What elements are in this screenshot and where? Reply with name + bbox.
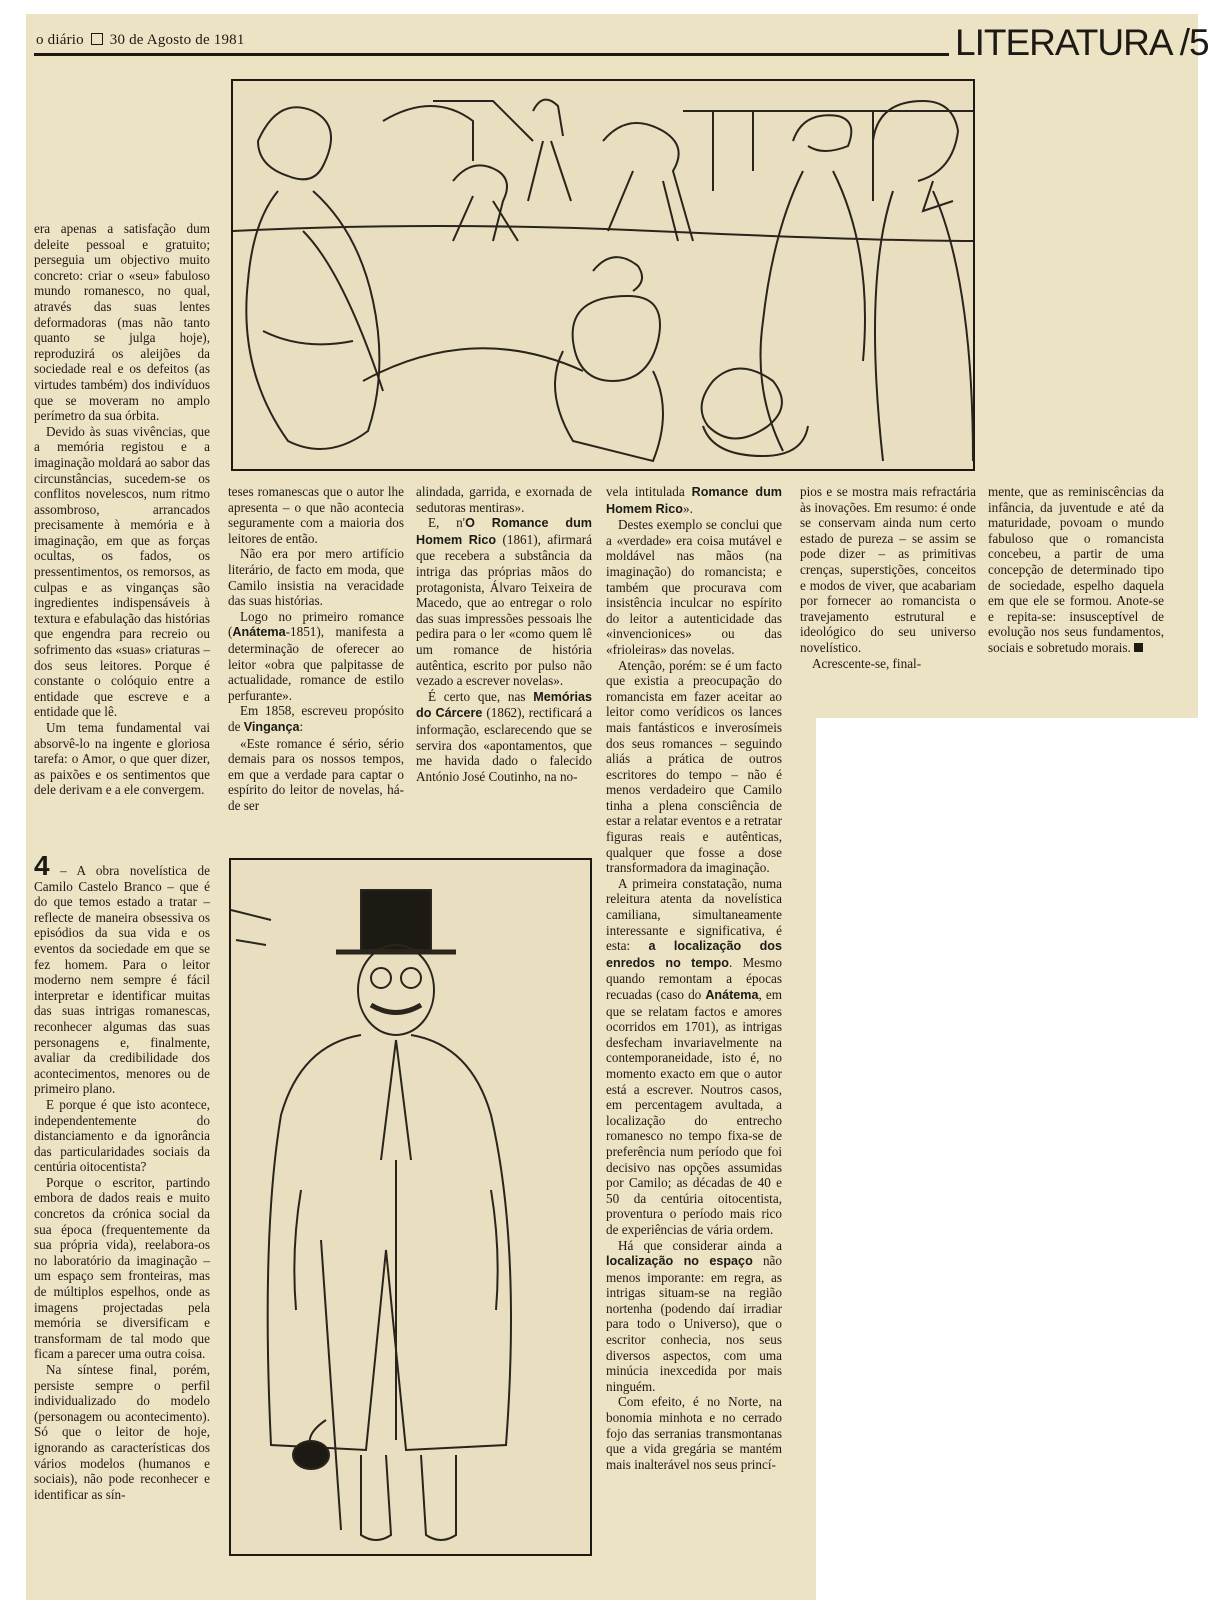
- paragraph: Na síntese final, porém, persiste sempre o perfil individualizado do modelo (personagem ou acontecimento). Só que o leitor de hoje, ignorando as características dos vários modelos (humanos e sociais), não pode reconhecer e identificar as sín-: [34, 1362, 210, 1502]
- column-4: [606, 484, 782, 1472]
- book-title: Anátema: [232, 625, 286, 640]
- paragraph: [228, 703, 404, 735]
- book-title: Anátema: [705, 988, 759, 1002]
- paragraph: «Este romance é sério, sério demais para os nossos tempos, em que a verdade para captar o espírito do leitor de novelas, há-de ser: [228, 735, 404, 813]
- emphasis: a localização dos enredos no tempo: [606, 939, 783, 970]
- book-title: Memórias do Cárcere: [416, 689, 592, 721]
- top-illustration: [231, 79, 975, 471]
- text: , em que se relatam factos e amores ocorridos em 1701), as intrigas desfecham invariavelmente na contemporaneidade, isto é, no momento exacto em que o autor está a escrever. Noutros casos, em percentagem avultada, a localização do entrecho romanesco no tempo fixa-se de preferência num período que foi decisivo nas opções assumidas por Camilo; as décadas de 40 e 50 da centúria oitocentista, proventura o período mais rico de experiências de vária ordem.: [606, 987, 782, 1237]
- text: Há que considerar ainda a: [618, 1237, 782, 1253]
- paragraph: [988, 484, 1164, 656]
- page-number: /5: [1179, 22, 1209, 63]
- end-of-article-icon: [1134, 643, 1143, 652]
- text: E, n': [428, 515, 466, 531]
- text: (1861), afirmará que recebera a substância da intriga das próprias mãos do protagonista, Álvaro Teixeira de Macedo, que ao entregar o rolo das suas impressões pessoais lhe pedira para o ler «como quem lê um romance de história autêntica, escrito por pulso não vezado a escrever novelas».: [416, 531, 592, 689]
- text: :: [299, 718, 304, 734]
- column-5: [800, 484, 976, 671]
- column-left-top: [34, 221, 210, 798]
- paragraph: Atenção, porém: se é um facto que existia a preocupação do romancista em fazer aceitar ao leitor como verídicos os lances mais fantásticos e inverosímeis dos seus romances – seguindo aliás a prática de outros escritores do tempo – não é menos verdadeiro que Camilo tinha a plena consciência de estar a relatar eventos e a retratar figuras reais e autênticas, qualquer que fosse a dose transformadora da imaginação.: [606, 657, 782, 876]
- text: . Mesmo quando remontam a épocas recuadas (caso do: [606, 954, 783, 1002]
- paragraph: teses romanescas que o autor lhe apresenta – o que não acontecia seguramente com a maioria dos leitores de então.: [228, 484, 404, 546]
- column-3: [416, 484, 592, 784]
- paragraph-text: – A obra novelística de Camilo Castelo Branco – que é do que temos estado a tratar – reflecte de maneira obsessiva os episódios da sua vida e os eventos da sociedade em que se fez homem. Para o leitor moderno nem sempre é fácil interpretar e identificar muitas das suas intrigas romanescas, reconhecer algumas das suas personagens e, finalmente, avaliar da credibilidade dos acontecimentos, menores ou de primeiro plano.: [34, 863, 210, 1097]
- paragraph: Não era por mero artifício literário, de facto em moda, que Camilo insistia na veracidade das suas histórias.: [228, 546, 404, 609]
- text: mente, que as reminiscências da infância, da juventude e até da maturidade, povoam o mundo fabuloso que o romancista concebeu, a partir de uma concepção de determinado tipo de sociedade, espelho daquela em que ele se formou. Anote-se e repita-se: insusceptível de evolução nos seus fundamentos, sociais e sobretudo morais.: [988, 484, 1164, 655]
- paragraph: [606, 1238, 782, 1395]
- text: não menos imporante: em regra, as intrigas situam-se na região nortenha (podendo daí irradiar para todo o Universo), que o escritor conhecia, nos seus diversos aspectos, com uma minúcia inexcedida por mais ninguém.: [606, 1253, 782, 1394]
- camilo-portrait-drawing: [231, 860, 590, 1554]
- book-title: O Romance dum Homem Rico: [416, 516, 592, 547]
- paragraph: Devido às suas vivências, que a memória registou e a imaginação moldará ao sabor das circunstâncias, sucedem-se os conflitos novelescos, num ritmo assombroso, arrancados precisamente à memória e à imaginação, em que as forças ocultas, os fados, os pressentimentos, os remorsos, as culpas e as vinganças são ingredientes indispensáveis à textura e efabulação das histórias que engendra para recreio ou sofrimento das «suas» criaturas – dos seus leitores. Porque é constante o colóquio entre a entidade que escreve e a entidade que lê.: [34, 423, 210, 720]
- paragraph: [606, 876, 782, 1238]
- masthead: [36, 32, 245, 49]
- paragraph: Porque o escritor, partindo embora de dados reais e muito concretos da crónica social da sua época (frequentemente da sua própria vida), reelabora-os no laboratório da imaginação – um espaço sem fronteiras, mas de múltiplos espelhos, onde as imagens projectadas pela memória se diversificam e transformam de tal modo que ficam a parecer uma outra coisa.: [34, 1174, 210, 1362]
- column-2: [228, 484, 404, 813]
- section-name: LITERATURA: [955, 22, 1171, 63]
- book-title: Vingança: [243, 719, 300, 734]
- section-number: 4: [34, 850, 50, 881]
- header-rule: [34, 53, 949, 56]
- paragraph: [34, 850, 210, 1097]
- paragraph: [416, 689, 592, 785]
- portrait-illustration: [229, 858, 592, 1556]
- text: Em 1858, escreveu propósito de: [228, 703, 404, 734]
- book-title: Romance dum Homem Rico: [606, 485, 782, 516]
- paragraph: era apenas a satisfação dum deleite pessoal e gratuito; perseguia um objectivo muito concreto: criar o «seu» fabuloso mundo romanesco, no qual, através das suas lentes deformadoras (mas não tanto quanto se julga hoje), reproduzirá os aleijões da sociedade real e os defeitos (as virtudes também) dos indivíduos que se moveram no amplo perímetro da sua órbita.: [34, 221, 210, 424]
- text: -1851), manifesta a determinação de oferecer ao leitor «obra que palpitasse de actualidade, romance de estilo perfurante».: [228, 624, 404, 703]
- text: É certo que, nas: [428, 688, 534, 704]
- column-left-bottom: [34, 850, 210, 1502]
- park-scene-drawing: [233, 81, 973, 469]
- blank-area: [816, 718, 1206, 1608]
- paragraph: [606, 484, 782, 517]
- text: vela intitulada: [606, 484, 692, 499]
- paragraph: [228, 609, 404, 704]
- column-6: [988, 484, 1164, 656]
- paragraph: alindada, garrida, e exornada de sedutoras mentiras».: [416, 484, 592, 515]
- emphasis: localização no espaço: [606, 1254, 753, 1269]
- paragraph: Com efeito, é no Norte, na bonomia minhota e no cerrado fojo das serranias transmontanas que a vida gregária se mantém mais inalterável nos seus princí-: [606, 1394, 782, 1472]
- paragraph: Um tema fundamental vai absorvê-lo na ingente e gloriosa tarefa: o Amor, o que quer dizer, as paixões e os sentimentos que dele derivam e a ele convergem.: [34, 720, 210, 798]
- paragraph: pios e se mostra mais refractária às inovações. Em resumo: é onde se conservam ainda num certo estado de pureza – se assim se pode dizer – as primitivas crenças, superstições, conceitos e modos de viver, que acabariam por fornecer ao romancista o travejamento estrutural e ideológico do seu universo novelístico.: [800, 484, 976, 655]
- text: A primeira constatação, numa releitura atenta da novelística camiliana, simultaneamente interessante e significativa, é esta:: [606, 875, 782, 954]
- publication-date: 30 de Agosto de 1981: [109, 32, 245, 48]
- paragraph: [416, 515, 592, 689]
- paragraph: Destes exemplo se conclui que a «verdade» era coisa mutável e moldável nas mãos (na imaginação) do romancista; e também que procurava com insistência inculcar no espírito do leitor a autenticidade das «invencionices» ou das «frioleiras» das novelas.: [606, 517, 782, 657]
- text: (1862), rectificará a informação, esclarecendo que se servira dos «apontamentos, que me havida dado o falecido António José Coutinho, na no-: [416, 705, 592, 784]
- paragraph: Acrescente-se, final-: [812, 655, 922, 671]
- square-separator-icon: [91, 33, 103, 45]
- publication-name: o diário: [36, 32, 84, 48]
- section-title: [955, 22, 1209, 64]
- text: ».: [682, 500, 693, 516]
- paragraph: E porque é que isto acontece, independentemente do distanciamento e da ignorância das particularidades sociais da centúria oitocentista?: [34, 1096, 210, 1175]
- text: Logo no primeiro romance (: [228, 608, 404, 640]
